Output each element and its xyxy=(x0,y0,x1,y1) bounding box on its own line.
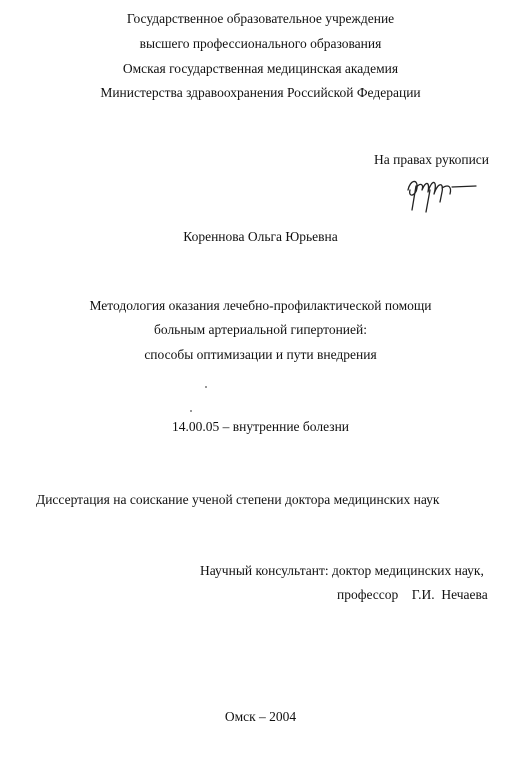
scientific-consultant: Научный консультант: доктор медицинских наук, xyxy=(200,563,484,578)
author-name: Кореннова Ольга Юрьевна xyxy=(183,229,338,244)
dissertation-title-line-1: Методология оказания лечебно-профилактической помощи xyxy=(89,298,432,313)
dissertation-degree: Диссертация на соискание ученой степени доктора медицинских наук xyxy=(36,492,440,507)
institution-line-2: высшего профессионального образования xyxy=(139,36,382,51)
handwritten-signature xyxy=(402,168,482,218)
rights-note: На правах рукописи xyxy=(374,152,490,167)
institution-line-1: Государственное образовательное учреждение xyxy=(126,11,395,26)
specialty: 14.00.05 – внутренние болезни xyxy=(171,419,350,434)
dissertation-title-line-2: больным артериальной гипертонией: xyxy=(154,322,367,337)
dissertation-title-line-3: способы оптимизации и пути внедрения xyxy=(144,347,377,362)
institution-line-4: Министерства здравоохранения Российской Федерации xyxy=(100,85,421,100)
consultant-name: профессор Г.И. Нечаева xyxy=(337,587,488,602)
place-and-year: Омск – 2004 xyxy=(224,709,297,724)
institution-line-3: Омская государственная медицинская академия xyxy=(122,61,399,76)
scan-speck xyxy=(205,386,207,388)
scan-speck xyxy=(190,410,192,412)
